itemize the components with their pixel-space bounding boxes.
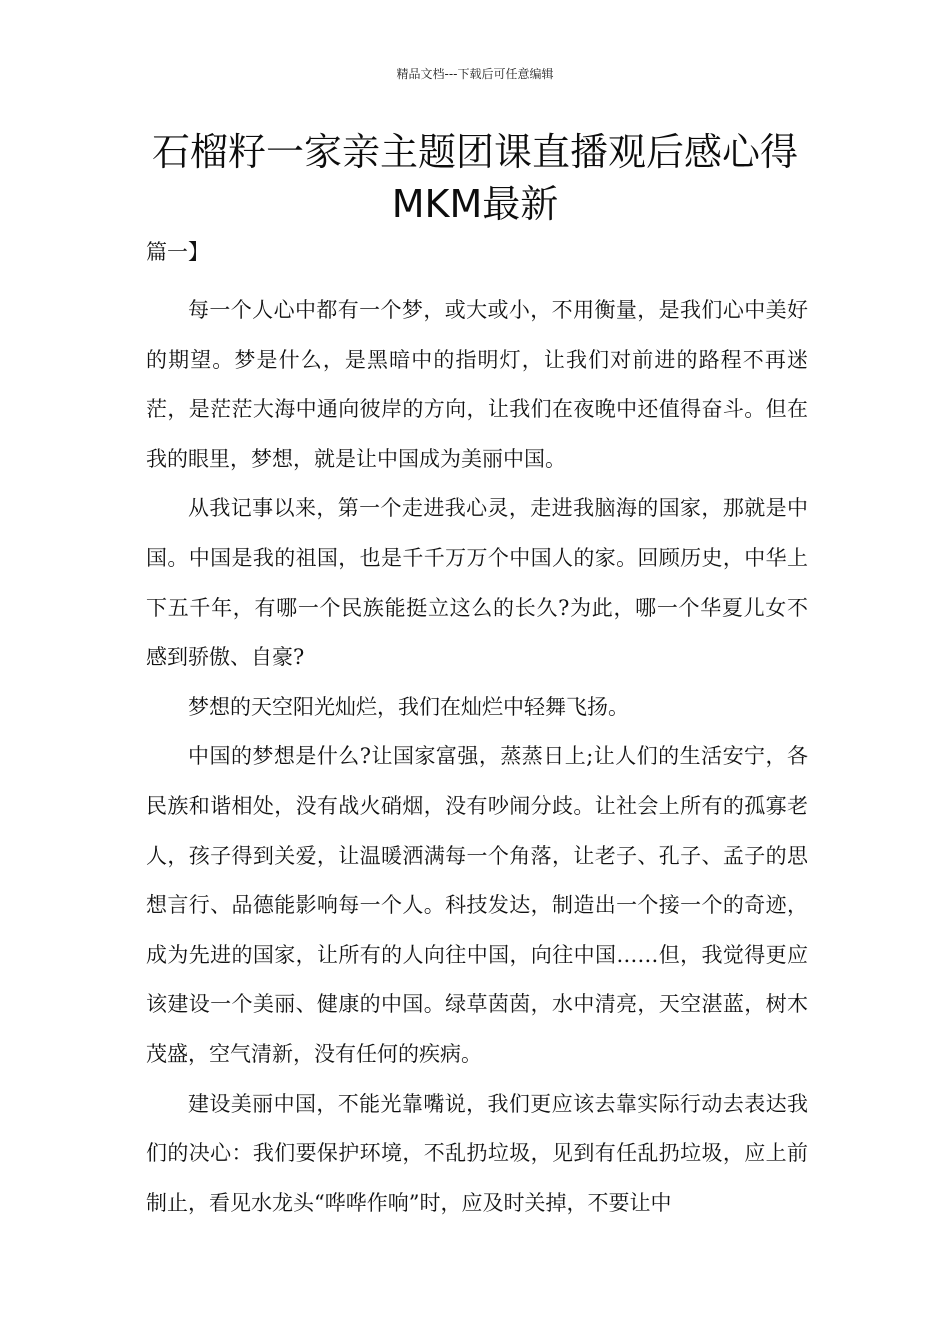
paragraph: 中国的梦想是什么?让国家富强，蒸蒸日上;让人们的生活安宁，各民族和谐相处，没有战火硝烟，没有吵闹分歧。让社会上所有的孤寡老人，孩子得到关爱，让温暖洒满每一个角落，让老子、孔子、孟子的思想言行、品德能影响每一个人。科技发达，制造出一个接一个的奇迹，成为先进的国家，让所有的人向往中国，向往中国……但，我觉得更应该建设一个美丽、健康的中国。绿草茵茵，水中清亮，天空湛蓝，树木茂盛，空气清新，没有任何的疾病。 (146, 744, 808, 1066)
title-line-1: 石榴籽一家亲主题团课直播观后感心得 (151, 130, 798, 174)
paragraph: 从我记事以来，第一个走进我心灵，走进我脑海的国家，那就是中国。中国是我的祖国，也是千千万万个中国人的家。回顾历史，中华上下五千年，有哪一个民族能挺立这么的长久?为此，哪一个华夏儿女不感到骄傲、自豪? (146, 496, 808, 670)
paragraph: 梦想的天空阳光灿烂，我们在灿烂中轻舞飞扬。 (188, 694, 629, 719)
page-header: 精品文档---下载后可任意编辑 (396, 67, 554, 81)
title-line-2: MKM最新 (391, 182, 559, 226)
document-title (120, 126, 830, 230)
paragraph: 每一个人心中都有一个梦，或大或小，不用衡量，是我们心中美好的期望。梦是什么，是黑暗中的指明灯，让我们对前进的路程不再迷茫，是茫茫大海中通向彼岸的方向，让我们在夜晚中还值得奋斗。但在我的眼里，梦想，就是让中国成为美丽中国。 (146, 298, 808, 471)
body-text (146, 286, 808, 1228)
section-label: 篇一】 (146, 240, 209, 264)
paragraph: 建设美丽中国，不能光靠嘴说，我们更应该去靠实际行动去表达我们的决心：我们要保护环境，不乱扔垃圾，见到有任乱扔垃圾，应上前制止，看见水龙头“哗哗作响”时，应及时关掉，不要让中 (146, 1091, 808, 1215)
